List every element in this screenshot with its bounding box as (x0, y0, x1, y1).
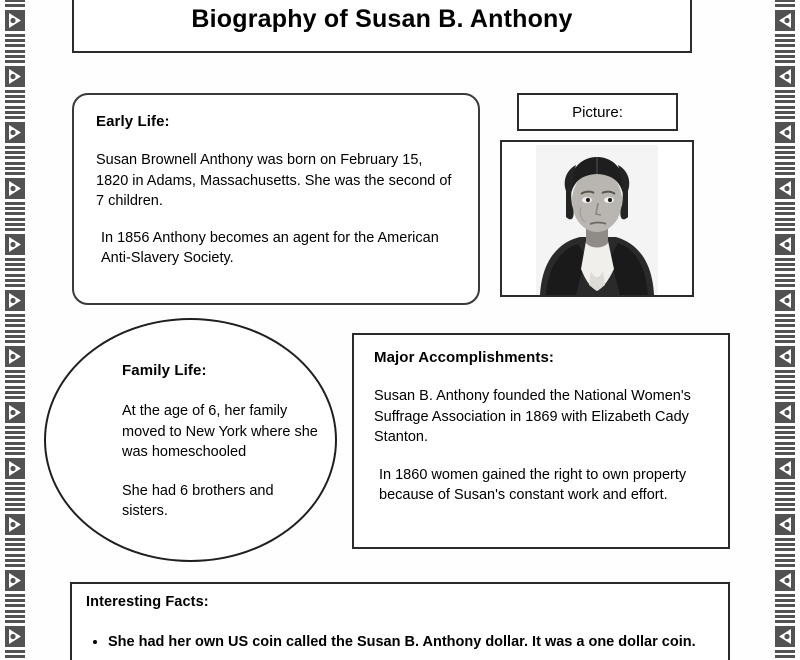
page-title: Biography of Susan B. Anthony (191, 5, 573, 33)
major-accomplishments-paragraph: Susan B. Anthony founded the National Women's Suffrage Association in 1869 with Elizabeth Cady Stanton. (374, 388, 691, 446)
picture-frame (500, 140, 694, 297)
early-life-paragraph: In 1856 Anthony becomes an agent for the American Anti-Slavery Society. (101, 229, 439, 267)
decorative-border-right-icon (772, 0, 798, 660)
picture-label-box (517, 93, 678, 131)
major-accomplishments-heading: Major Accomplishments: (374, 349, 555, 366)
picture-label: Picture: (572, 103, 623, 121)
family-life-oval (44, 318, 337, 562)
family-life-paragraph: At the age of 6, her family moved to New York where she was homeschooled (122, 403, 318, 461)
list-item: • She had her own US coin called the Susan B. Anthony dollar. It was a one dollar coin. (108, 632, 712, 652)
title-box (72, 0, 692, 53)
decorative-border-left-icon (2, 0, 28, 660)
early-life-paragraph: Susan Brownell Anthony was born on February 15, 1820 in Adams, Massachusetts. She was the second of 7 children. (96, 152, 452, 210)
major-accomplishments-paragraph: In 1860 women gained the right to own property because of Susan's constant work and effort. (379, 466, 687, 504)
interesting-facts-box (70, 582, 730, 660)
interesting-facts-list (86, 632, 712, 652)
susan-b-anthony-portrait-image (536, 145, 658, 295)
interesting-facts-heading: Interesting Facts: (86, 594, 209, 610)
early-life-box (72, 93, 480, 305)
family-life-heading: Family Life: (122, 362, 207, 379)
major-accomplishments-box (352, 333, 730, 549)
early-life-heading: Early Life: (96, 113, 170, 130)
family-life-paragraph: She had 6 brothers and sisters. (122, 482, 274, 520)
